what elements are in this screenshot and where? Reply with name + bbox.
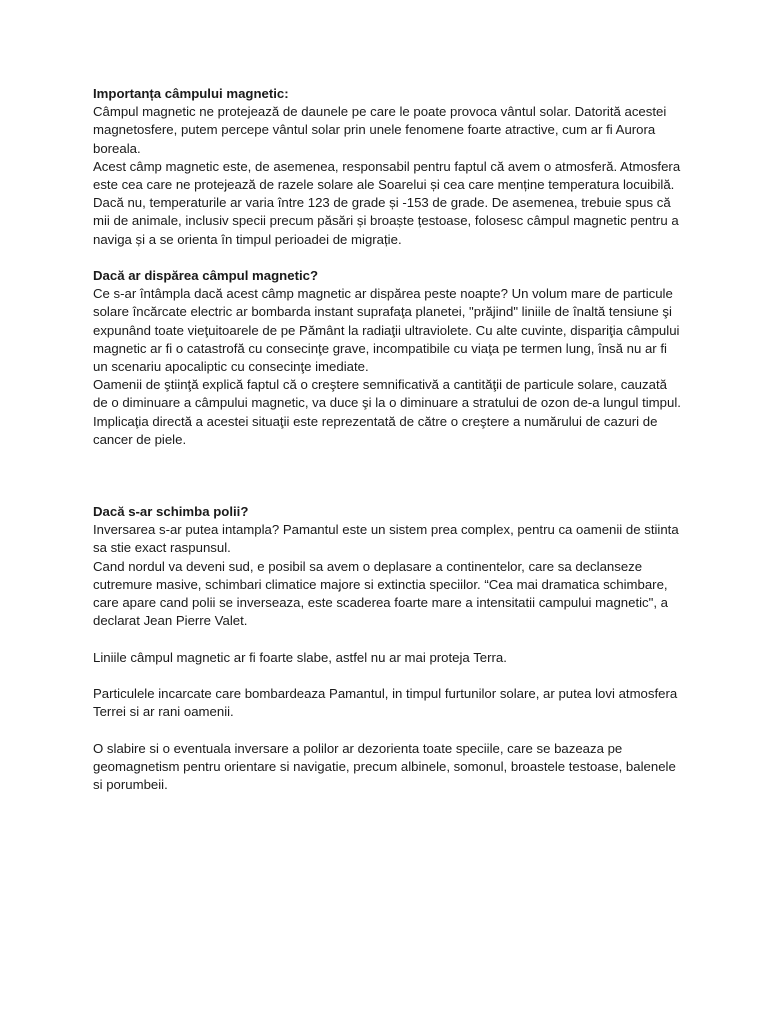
- paragraph: Cand nordul va deveni sud, e posibil sa avem o deplasare a continentelor, care sa declanseze cutremure masive, schimbari climatice majore si extinctia speciilor. “Cea mai dramatica schimbare, care apare cand polii se inverseaza, este scaderea foarte mare a intensitatii campului magnetic", a declarat Jean Pierre Valet.: [93, 558, 668, 629]
- paragraph: Inversarea s-ar putea intampla? Pamantul este un sistem prea complex, pentru ca oamenii de stiinta sa stie exact raspunsul.: [93, 522, 679, 556]
- spacer: [93, 721, 685, 739]
- spacer: [93, 249, 685, 267]
- section-importance: [93, 85, 685, 249]
- paragraph: O slabire si o eventuala inversare a polilor ar dezorienta toate speciile, care se bazeaza pe geomagnetism pentru orientare si navigatie, precum albinele, somonul, broastele testoase, balenele si porumbeii.: [93, 740, 676, 793]
- spacer: [93, 630, 685, 648]
- section-heading: Dacă ar dispărea câmpul magnetic?: [93, 268, 319, 284]
- paragraph: Oamenii de ştiinţă explică faptul că o creştere semnificativă a cantităţii de particule solare, cauzată de o diminuare a câmpului magnetic, va duce şi la o diminuare a stratului de ozon de-a lungul timpul. Implicaţia directă a acestei situaţii este reprezentată de către o creştere a numărului de cazuri de cancer de piele.: [93, 377, 681, 447]
- paragraph: Liniile câmpul magnetic ar fi foarte slabe, astfel nu ar mai proteja Terra.: [93, 649, 507, 665]
- section-pole-reversal: [93, 503, 685, 794]
- section-heading: Dacă s-ar schimba polii?: [93, 504, 249, 520]
- section-heading: Importanța câmpului magnetic:: [93, 86, 289, 101]
- document-page: [93, 85, 685, 794]
- paragraph: Ce s-ar întâmpla dacă acest câmp magnetic ar dispărea peste noapte? Un volum mare de particule solare încărcate electric ar bombarda instant suprafaţa planetei, "prăjind" liniile de înaltă tensiune şi expunând toate vieţuitoarele de pe Pământ la radiaţii ultraviolete. Cu alte cuvinte, dispariţia câmpului magnetic ar fi o catastrofă cu consecinţe grave, incompatibile cu viaţa pe termen lung, însă nu ar fi un scenariu apocaliptic cu consecinţe imediate.: [93, 286, 680, 375]
- paragraph: Acest câmp magnetic este, de asemenea, responsabil pentru faptul că avem o atmosferă. Atmosfera este cea care ne protejează de razele solare ale Soarelui și cea care menține temperatura locuibilă. Dacă nu, temperaturile ar varia între 123 de grade și -153 de grade. De asemenea, trebuie spus că mii de animale, inclusiv specii precum păsări și broaște țestoase, folosesc câmpul magnetic pentru a naviga și a se orienta în timpul perioadei de migrație.: [93, 158, 681, 247]
- section-disappearance: [93, 267, 685, 449]
- paragraph: Particulele incarcate care bombardeaza Pamantul, in timpul furtunilor solare, ar putea lovi atmosfera Terrei si ar rani oamenii.: [93, 686, 678, 720]
- spacer: [93, 667, 685, 685]
- paragraph: Câmpul magnetic ne protejează de daunele pe care le poate provoca vântul solar. Datorită acestei magnetosfere, putem percepe vântul solar prin unele fenomene foarte atractive, cum ar fi Aurora boreala.: [93, 104, 667, 156]
- spacer: [93, 449, 685, 503]
